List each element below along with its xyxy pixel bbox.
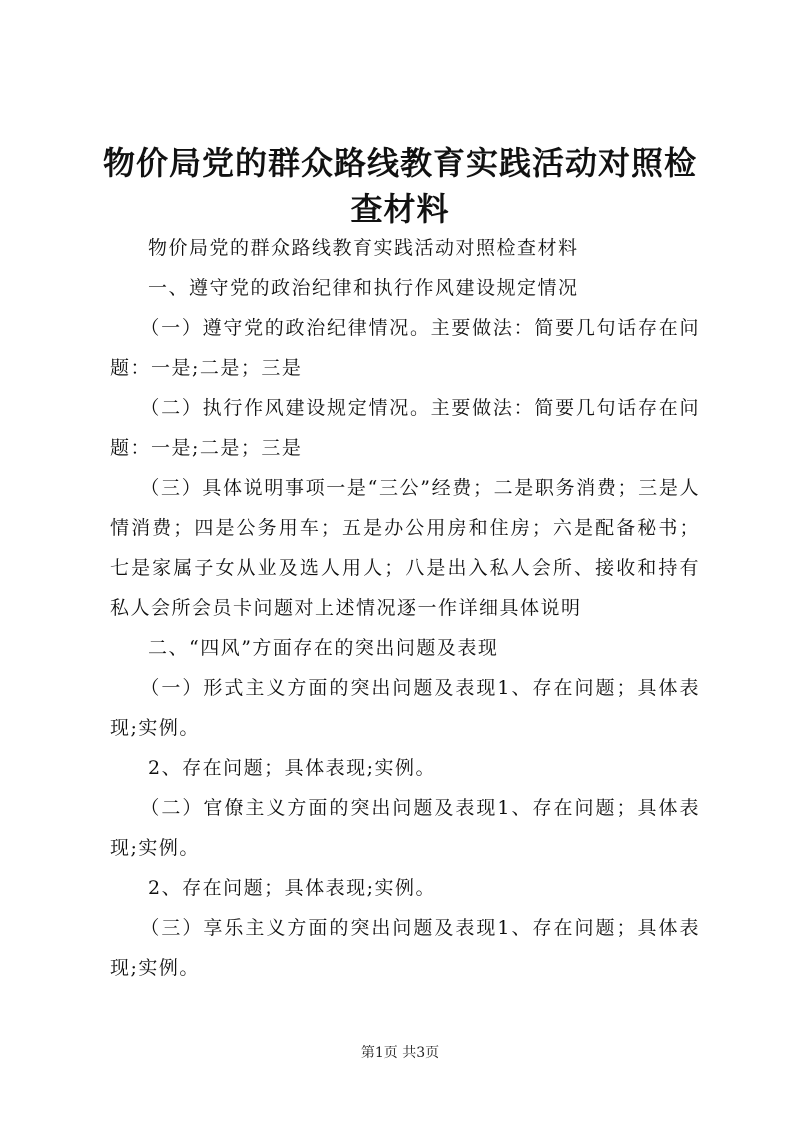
page-footer: 第1页 共3页 xyxy=(360,1045,440,1061)
section-heading-2: 二、“四风”方面存在的突出问题及表现 xyxy=(148,637,499,659)
paragraph-specific-items: （三）具体说明事项一是“三公”经费；二是职务消费；三是人情消费；四是公务用车；五是办公用房和住房；六是配备秘书；七是家属子女从业及选人用人；八是出入私人会所、接收和持有私人会所会员卡问题对上述情况逐一作详细具体说明 xyxy=(110,477,700,619)
paragraph-1: 物价局党的群众路线教育实践活动对照检查材料 xyxy=(148,237,579,259)
paragraph-formalism: （一）形式主义方面的突出问题及表现1、存在问题；具体表现;实例。 xyxy=(110,677,700,739)
paragraph-political-discipline: （一）遵守党的政治纪律情况。主要做法：简要几句话存在问题：一是;二是；三是 xyxy=(110,317,700,379)
paragraph-bureaucratism-2: 2、存在问题；具体表现;实例。 xyxy=(148,877,436,899)
section-heading-1: 一、遵守党的政治纪律和执行作风建设规定情况 xyxy=(148,277,579,299)
paragraph-work-style: （二）执行作风建设规定情况。主要做法：简要几句话存在问题：一是;二是；三是 xyxy=(110,397,700,459)
paragraph-formalism-2: 2、存在问题；具体表现;实例。 xyxy=(148,757,436,779)
paragraph-bureaucratism: （二）官僚主义方面的突出问题及表现1、存在问题；具体表现;实例。 xyxy=(110,797,700,859)
document-title: 物价局党的群众路线教育实践活动对照检查材料 xyxy=(102,144,697,228)
document-body xyxy=(110,228,700,988)
paragraph-hedonism: （三）享乐主义方面的突出问题及表现1、存在问题；具体表现;实例。 xyxy=(110,917,700,979)
